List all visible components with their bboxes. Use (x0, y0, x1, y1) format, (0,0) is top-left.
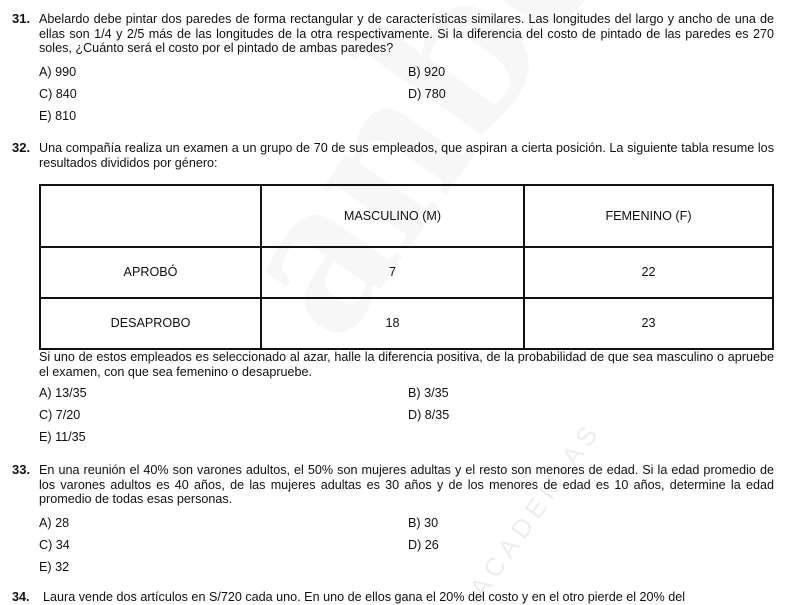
table-row (40, 247, 773, 298)
table-header: MASCULINO (M) (261, 185, 524, 247)
option-a[interactable]: A) 13/35 (39, 386, 87, 400)
option-b[interactable]: B) 30 (408, 516, 439, 530)
option-a[interactable]: A) 990 (39, 65, 77, 79)
table-cell: 18 (261, 298, 524, 349)
question-number: 31. (12, 11, 31, 26)
watermark-subtext: ACADEMIAS (463, 415, 607, 603)
table-row-label: APROBÓ (40, 247, 261, 298)
table-header-row (40, 185, 773, 247)
question-stem-continued: Si uno de estos empleados es seleccionado al azar, halle la diferencia positiva, de la probabilidad de que sea masculino o apruebe el examen, con que sea femenino o desapruebe. (39, 350, 774, 379)
results-table (39, 184, 774, 350)
table-cell: 7 (261, 247, 524, 298)
question-32-continued (12, 350, 774, 379)
table-header: FEMENINO (F) (524, 185, 773, 247)
question-number: 33. (12, 462, 31, 477)
option-d[interactable]: D) 780 (408, 87, 446, 101)
question-stem: Una compañía realiza un examen a un grupo de 70 de sus empleados, que aspiran a cierta posición. La siguiente tabla resume los resultados divididos por género: (39, 141, 774, 170)
option-a[interactable]: A) 28 (39, 516, 70, 530)
option-d[interactable]: D) 26 (408, 538, 439, 552)
option-d[interactable]: D) 8/35 (408, 408, 450, 422)
option-e[interactable]: E) 11/35 (39, 430, 86, 444)
option-c[interactable]: C) 7/20 (39, 408, 81, 422)
table-cell: 23 (524, 298, 773, 349)
option-b[interactable]: B) 3/35 (408, 386, 449, 400)
option-e[interactable]: E) 810 (39, 109, 77, 123)
table-row-label: DESAPROBO (40, 298, 261, 349)
question-32 (12, 141, 774, 170)
question-34-partial (12, 590, 782, 605)
table-cell: 22 (524, 247, 773, 298)
table-row (40, 298, 773, 349)
option-c[interactable]: C) 840 (39, 87, 77, 101)
question-number: 32. (12, 140, 31, 155)
question-number: 34. (12, 590, 30, 604)
table-cell (40, 185, 261, 247)
question-31 (12, 12, 774, 56)
question-stem: En una reunión el 40% son varones adultos, el 50% son mujeres adultas y el resto son menores de edad. Si la edad promedio de los varones adultos es 40 años, de las mujeres adultas es 30 años y de los menores de edad es 10 años, determine la edad promedio de todas esas personas. (39, 463, 774, 506)
option-b[interactable]: B) 920 (408, 65, 446, 79)
option-c[interactable]: C) 34 (39, 538, 70, 552)
question-33 (12, 463, 774, 507)
option-e[interactable]: E) 32 (39, 560, 70, 574)
question-stem: Laura vende dos artículos en S/720 cada uno. En uno de ellos gana el 20% del costo y en el otro pierde el 20% del (43, 590, 686, 604)
question-stem: Abelardo debe pintar dos paredes de forma rectangular y de características similares. Las longitudes del largo y ancho de una de ellas son 1/4 y 2/5 más de las longitudes de la otra respectivamente. Si la diferencia del costo de pintado de las paredes es 270 soles, ¿Cuánto será el costo por el pintado de ambas paredes? (39, 12, 774, 55)
